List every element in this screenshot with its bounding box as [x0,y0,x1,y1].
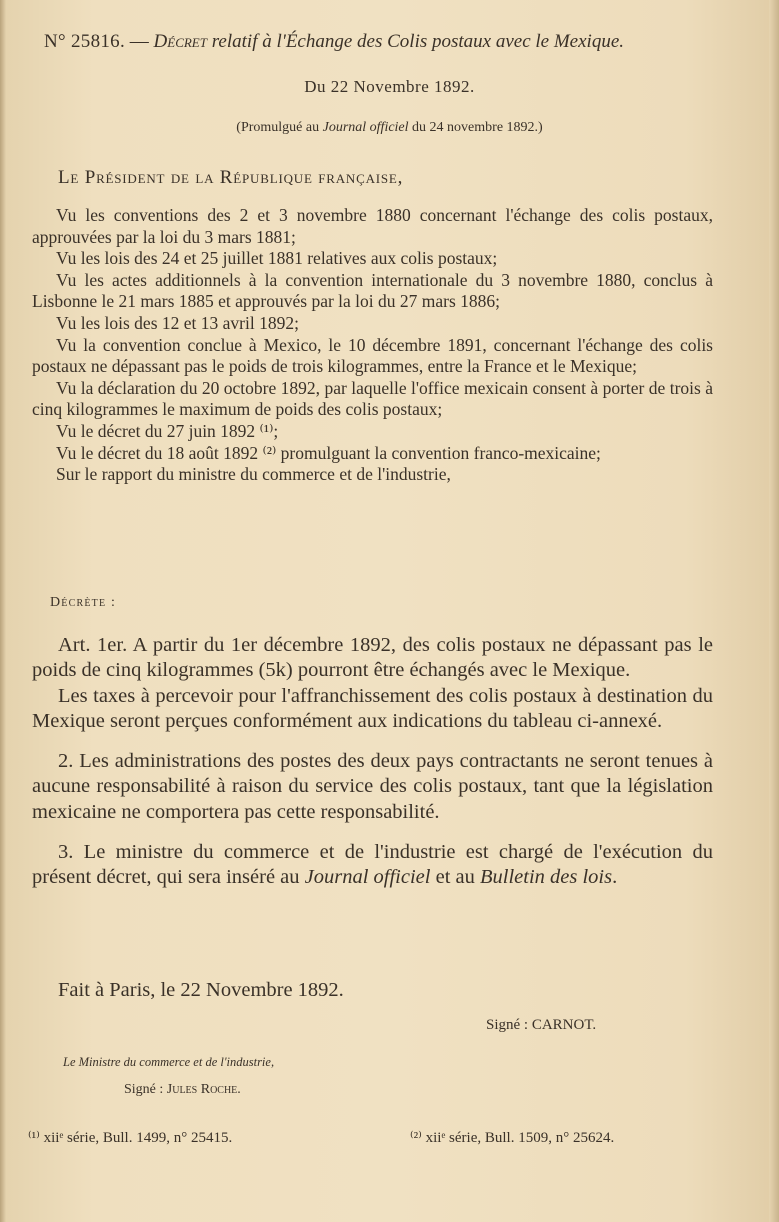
considerant-item: Vu les actes additionnels à la convention internationale du 3 novembre 1880, conclus à Lisbonne le 21 mars 1885 et approuvés par la loi du 27 mars 1886; [32,269,713,312]
considerant-item: Sur le rapport du ministre du commerce et de l'industrie, [56,464,451,485]
considerant-item: Vu le décret du 18 août 1892 ⁽²⁾ promulguant la convention franco-mexicaine; [56,442,601,463]
promulgation-journal: Journal officiel [322,120,409,135]
decrete-heading: Décrète : [50,595,117,610]
footnote-2: ⁽²⁾ xiiᵉ série, Bull. 1509, n° 25624. [410,1130,615,1146]
article-3-end: . [612,866,618,889]
promulgation-suffix: du 24 novembre 1892.) [408,120,543,135]
decree-date: Du 22 Novembre 1892. [304,77,475,96]
page-edge-right [769,0,779,1222]
article-3 [32,840,713,891]
articles [32,633,713,891]
considerant-item: Vu les lois des 12 et 13 avril 1892; [56,312,299,333]
header-decret: Décret [153,31,207,52]
header-title: relatif à l'Échange des Colis postaux avec le Mexique. [206,31,625,52]
article-1-paragraph: Art. 1er. A partir du 1er décembre 1892, des colis postaux ne dépassant pas le poids de cinq kilogrammes (5k) pourront être échangés avec le Mexique. [32,634,713,682]
promulgation-prefix: (Promulgué au [236,120,323,135]
signature-roche [124,1082,241,1098]
promulgation-note [0,120,779,136]
article-3-bulletin: Bulletin des lois [480,866,613,889]
article-1-paragraph-2: Les taxes à percevoir pour l'affranchissement des colis postaux à destination du Mexique seront perçues conformément aux indications du tableau ci-annexé. [32,684,713,732]
considerant-item: Vu le décret du 27 juin 1892 ⁽¹⁾; [56,420,279,441]
footnote-1: ⁽¹⁾ xiiᵉ série, Bull. 1499, n° 25415. [28,1130,233,1146]
fait-a-paris: Fait à Paris, le 22 Novembre 1892. [58,979,344,1001]
considerants [32,205,713,486]
president-heading: Le Président de la République française, [58,167,404,188]
decree-header [44,31,624,53]
signature-name: Jules Roche. [166,1082,241,1097]
decree-number: N° 25816. [44,31,126,52]
considerant-item: Vu les lois des 24 et 25 juillet 1881 relatives aux colis postaux; [56,248,498,269]
signature-prefix: Signé : [124,1082,167,1097]
minister-title: Le Ministre du commerce et de l'industrie, [63,1055,275,1069]
header-dash: — [125,31,154,52]
article-3-journal: Journal officiel [304,866,431,889]
article-2: 2. Les administrations des postes des deux pays contractants ne seront tenues à aucune responsabilité à raison du service des colis postaux, tant que la législation mexicaine ne comportera pas cette responsabilité. [32,750,713,823]
considerant-item: Vu les conventions des 2 et 3 novembre 1880 concernant l'échange des colis postaux, approuvées par la loi du 3 mars 1881; [32,205,713,247]
considerant-item: Vu la déclaration du 20 octobre 1892, par laquelle l'office mexicain consent à porter de trois à cinq kilogrammes le maximum de poids des colis postaux; [32,377,713,420]
article-3-text-2: et au [430,866,480,889]
article-3-text: 3. Le ministre du commerce et de l'industrie est chargé de l'exécution du présent décret, qui sera inséré au [32,841,713,889]
considerant-item: Vu la convention conclue à Mexico, le 10 décembre 1891, concernant l'échange des colis postaux ne dépassant pas le poids de trois kilogrammes, entre la France et le Mexique; [32,334,713,377]
page-edge-left [0,0,6,1222]
signature-carnot: Signé : CARNOT. [486,1017,597,1033]
